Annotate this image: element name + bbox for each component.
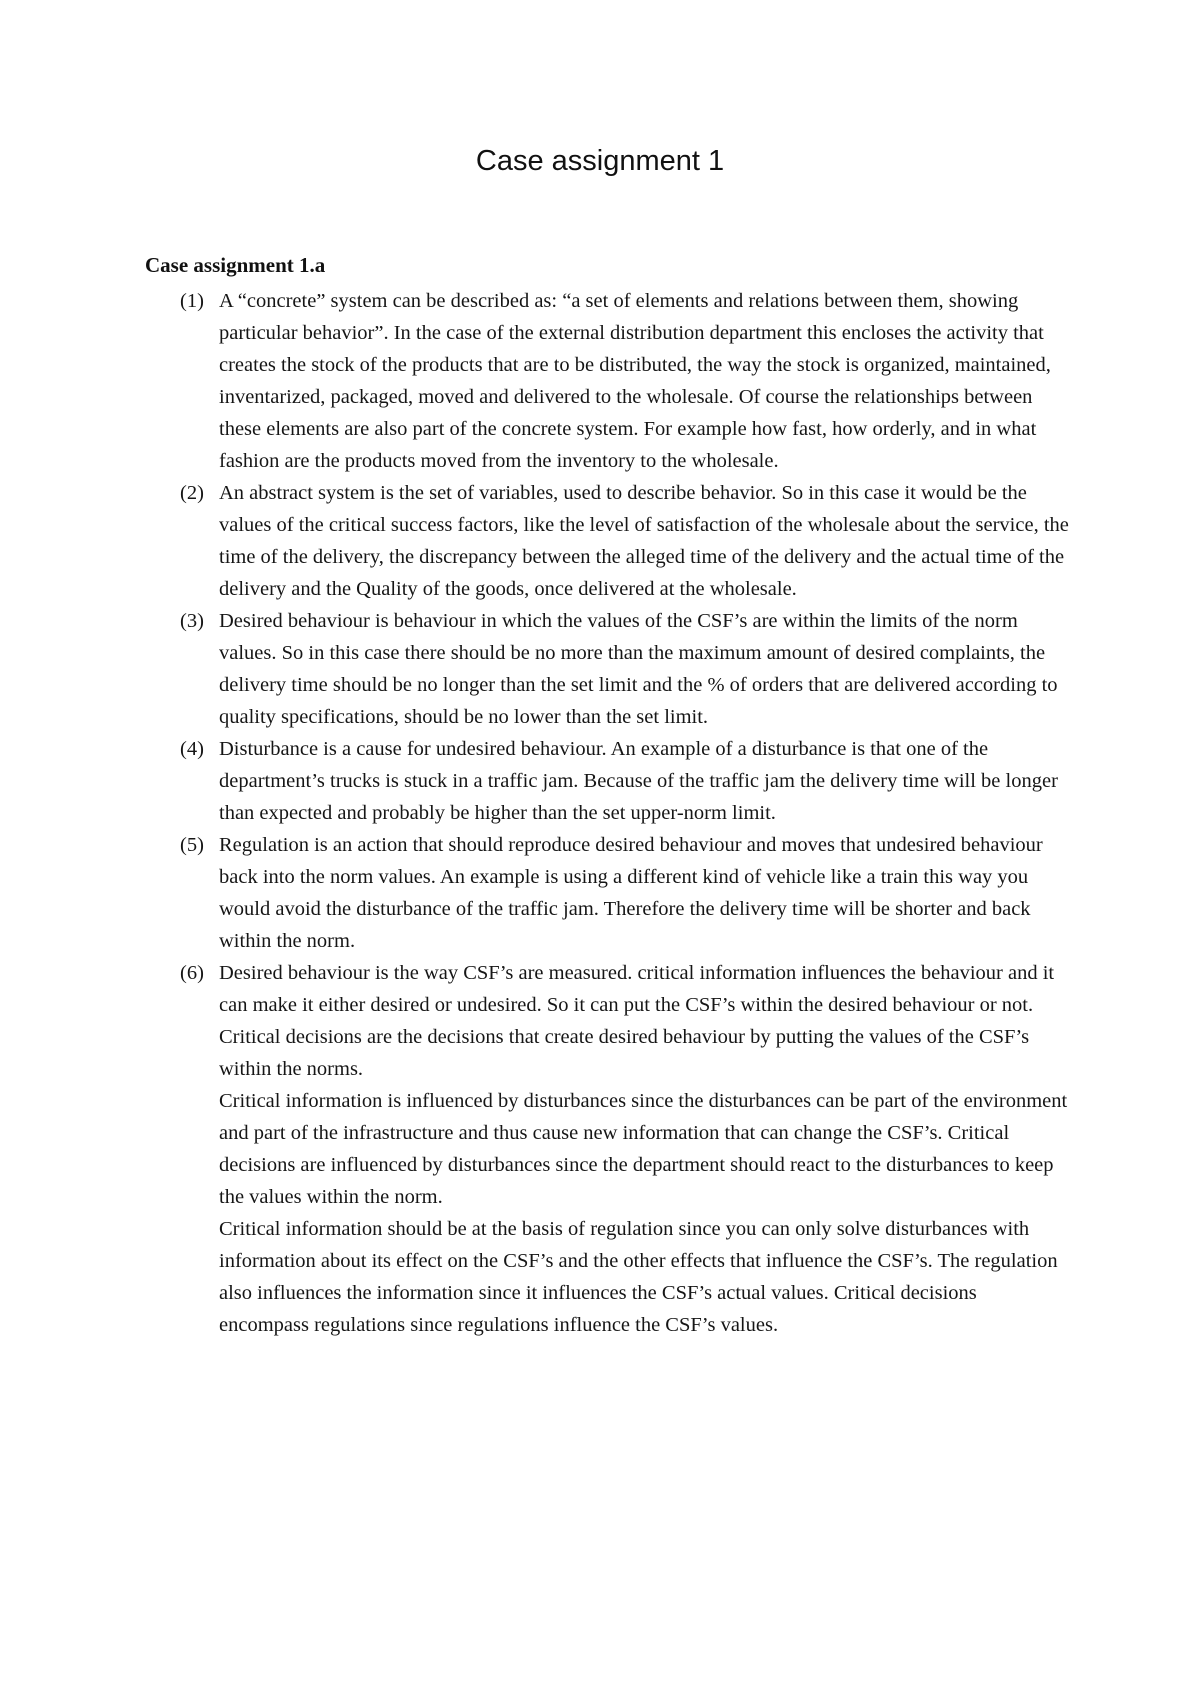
list-item	[180, 477, 1070, 605]
paragraph: Disturbance is a cause for undesired behaviour. An example of a disturbance is that one of the department’s trucks is stuck in a traffic jam. Because of the traffic jam the delivery time will be longer than expected and probably be higher than the set upper-norm limit.	[219, 738, 1058, 824]
list-item-text	[219, 605, 1070, 733]
list-item-number: (5)	[180, 834, 204, 856]
list-item	[180, 605, 1070, 733]
list-item-number: (2)	[180, 482, 204, 504]
list-item	[180, 285, 1070, 477]
paragraph: Desired behaviour is behaviour in which the values of the CSF’s are within the limits of the norm values. So in this case there should be no more than the maximum amount of desired complaints, the delivery time should be no longer than the set limit and the % of orders that are delivered according to quality specifications, should be no lower than the set limit.	[219, 610, 1058, 728]
numbered-list	[180, 285, 1070, 1341]
paragraph: Desired behaviour is the way CSF’s are measured. critical information influences the behaviour and it can make it either desired or undesired. So it can put the CSF’s within the desired behaviour or not. Critical decisions are the decisions that create desired behaviour by putting the values of the CSF’s within the norms.	[219, 962, 1055, 1080]
list-item-text	[219, 829, 1070, 957]
list-item-number: (1)	[180, 290, 204, 312]
list-item-text	[219, 733, 1070, 829]
paragraph: Regulation is an action that should reproduce desired behaviour and moves that undesired behaviour back into the norm values. An example is using a different kind of vehicle like a train this way you would avoid the disturbance of the traffic jam. Therefore the delivery time will be shorter and back within the norm.	[219, 834, 1043, 952]
list-item-number: (4)	[180, 738, 204, 760]
list-item	[180, 829, 1070, 957]
list-item	[180, 957, 1070, 1341]
paragraph: Critical information is influenced by disturbances since the disturbances can be part of the environment and part of the infrastructure and thus cause new information that can change the CSF’s. Critical decisions are influenced by disturbances since the department should react to the disturbances to keep the values within the norm.	[219, 1090, 1068, 1208]
list-item-number: (3)	[180, 610, 204, 632]
section-heading: Case assignment 1.a	[145, 253, 326, 277]
paragraph: A “concrete” system can be described as: “a set of elements and relations between them, showing particular behavior”. In the case of the external distribution department this encloses the activity that creates the stock of the products that are to be distributed, the way the stock is organized, maintained, inventarized, packaged, moved and delivered to the wholesale. Of course the relationships between these elements are also part of the concrete system. For example how fast, how orderly, and in what fashion are the products moved from the inventory to the wholesale.	[219, 290, 1051, 472]
paragraph: Critical information should be at the basis of regulation since you can only solve disturbances with information about its effect on the CSF’s and the other effects that influence the CSF’s. The regulation also influences the information since it influences the CSF’s actual values. Critical decisions encompass regulations since regulations influence the CSF’s values.	[219, 1218, 1058, 1336]
paragraph: An abstract system is the set of variables, used to describe behavior. So in this case it would be the values of the critical success factors, like the level of satisfaction of the wholesale about the service, the time of the delivery, the discrepancy between the alleged time of the delivery and the actual time of the delivery and the Quality of the goods, once delivered at the wholesale.	[219, 482, 1069, 600]
list-item-text	[219, 957, 1070, 1341]
list-item-number: (6)	[180, 962, 204, 984]
list-item-text	[219, 285, 1070, 477]
list-item-text	[219, 477, 1070, 605]
document-title: Case assignment 1	[475, 145, 725, 177]
list-item	[180, 733, 1070, 829]
